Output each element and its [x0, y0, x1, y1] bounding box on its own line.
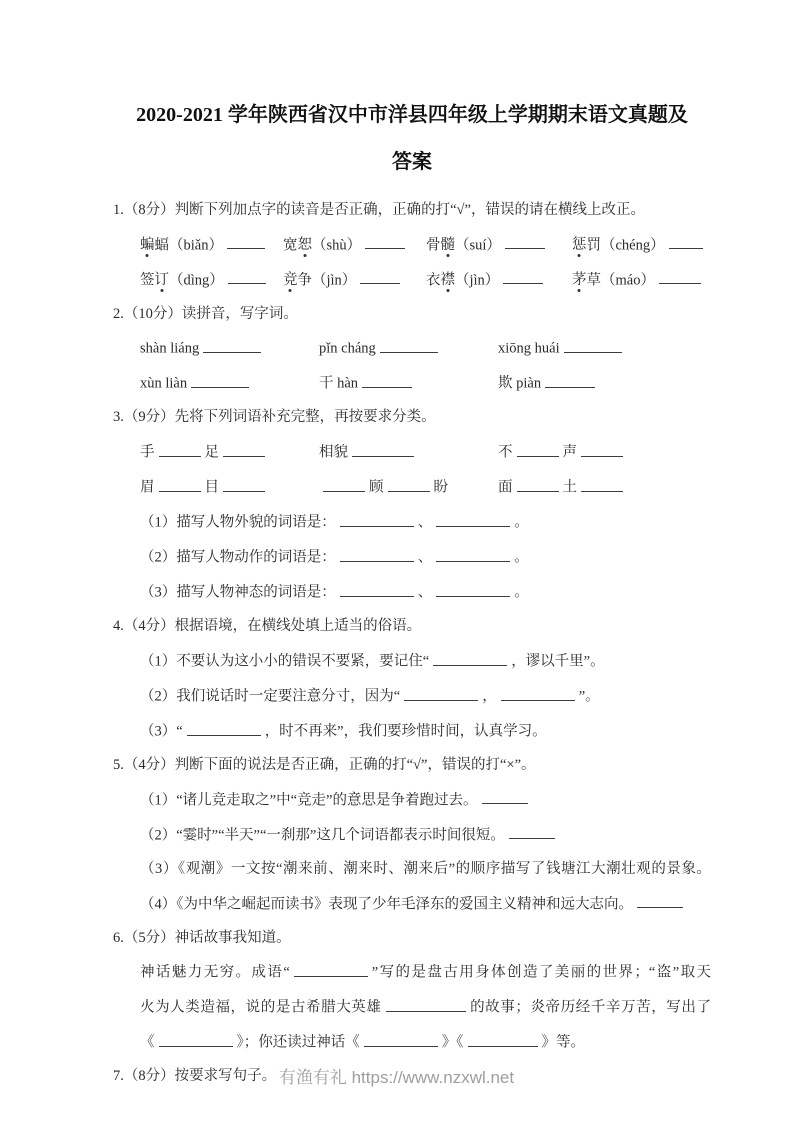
answer-blank — [517, 441, 559, 457]
dotted-char: 恕 — [297, 237, 312, 254]
text-run: ”写的是盘古用身体创造了美丽的世界；“盗”取天 — [371, 964, 711, 981]
text-run: （3）“ — [140, 723, 183, 740]
q1-words-row-1-cell-1 — [140, 234, 283, 256]
text-run: ，谬以千里”。 — [511, 653, 605, 670]
text-run: xùn liàn — [140, 375, 188, 392]
answer-blank — [223, 476, 265, 492]
dotted-char: 竞 — [283, 272, 298, 289]
text-run: 骨 — [426, 237, 441, 254]
text-run: （3）描写人物神态的词语是： — [140, 584, 336, 601]
text-run: （dìng） — [169, 272, 224, 289]
text-run: 火为人类造福，说的是古希腊大英雄 — [140, 999, 382, 1016]
text-run: （shù） — [312, 237, 362, 254]
q1-words-row-2-cell-2 — [283, 269, 426, 291]
q1-words-row-2 — [140, 269, 711, 291]
dotted-char: 茅 — [572, 272, 587, 289]
text-run: 6.（5分）神话故事我知道。 — [113, 929, 291, 946]
answer-blank — [386, 996, 466, 1012]
text-run: 的故事；炎帝历经千辛万苦，写出了 — [469, 999, 711, 1016]
answer-blank — [340, 546, 414, 562]
q1-words-row-2-cell-4 — [572, 269, 711, 291]
question-3-stem — [113, 407, 711, 428]
text-run: 蝠（biǎn） — [154, 237, 223, 254]
answer-blank — [352, 441, 414, 457]
q6-body-line-3 — [140, 1031, 711, 1053]
q1-words-row-1-cell-2 — [283, 234, 426, 256]
text-run: shàn liáng — [140, 340, 200, 357]
answer-blank — [159, 1031, 233, 1047]
text-run: （2）“霎时”“半天”“一刹那”这几个词语都表示时间很短。 — [140, 827, 505, 844]
text-run: 、 — [417, 584, 433, 601]
answer-blank — [517, 476, 559, 492]
q2-pinyin-row-2-cell-3 — [498, 372, 711, 394]
q5-sub-1 — [140, 789, 711, 811]
q3-idiom-row-1-cell-3 — [498, 441, 711, 463]
page-title: 2020-2021 学年陕西省汉中市洋县四年级上学期期末语文真题及答案 — [136, 104, 688, 173]
text-run: 草（máo） — [586, 272, 655, 289]
question-2-stem — [113, 304, 711, 325]
answer-blank — [365, 234, 405, 250]
q2-pinyin-row-1-cell-3 — [498, 337, 711, 359]
text-run: 神话魅力无穷。成语“ — [140, 964, 290, 981]
text-run: 、 — [417, 514, 433, 531]
answer-blank — [159, 441, 201, 457]
q3-idiom-row-2 — [140, 476, 711, 498]
answer-blank — [436, 581, 510, 597]
q1-words-row-1 — [140, 234, 711, 256]
text-run: 5.（4分）判断下面的说法是否正确，正确的打“√”，错误的打“×”。 — [113, 757, 536, 774]
answer-blank — [227, 234, 265, 250]
text-run: 3.（9分）先将下列词语补充完整，再按要求分类。 — [113, 409, 436, 426]
text-run: 》；你还读过神话《 — [236, 1034, 360, 1051]
dotted-char: 蝙 — [140, 237, 155, 254]
answer-blank — [404, 685, 478, 701]
q2-pinyin-row-2-cell-2 — [319, 372, 498, 394]
text-run: 。 — [514, 514, 529, 531]
answer-blank — [364, 1031, 438, 1047]
answer-blank — [505, 234, 545, 250]
q6-body-line-2 — [140, 996, 711, 1018]
text-run: 》《 — [441, 1034, 464, 1051]
answer-blank — [509, 824, 555, 840]
answer-blank — [340, 581, 414, 597]
question-6-stem — [113, 928, 711, 949]
text-run: （2）描写人物动作的词语是： — [140, 549, 336, 566]
answer-blank — [436, 511, 510, 527]
text-run: 《 — [140, 1034, 155, 1051]
text-run: 。 — [514, 584, 529, 601]
q3-idiom-row-2-cell-1 — [140, 476, 319, 498]
text-run: ”。 — [578, 688, 600, 705]
q3-sub-2 — [140, 546, 711, 568]
text-run: 面 — [498, 479, 513, 496]
text-run: xiōng huái — [498, 340, 560, 357]
q1-words-row-2-cell-1 — [140, 269, 283, 291]
document-body — [113, 200, 711, 1087]
dotted-char: 襟 — [440, 272, 455, 289]
answer-blank — [468, 1031, 538, 1047]
text-run: 。 — [514, 549, 529, 566]
q2-pinyin-row-2-cell-1 — [140, 372, 319, 394]
answer-blank — [159, 476, 201, 492]
q1-words-row-1-cell-4 — [572, 234, 711, 256]
text-run: （1）描写人物外貌的词语是： — [140, 514, 336, 531]
answer-blank — [380, 337, 438, 353]
answer-blank — [436, 546, 510, 562]
answer-blank — [294, 961, 368, 977]
text-run: （suí） — [455, 237, 501, 254]
q3-idiom-row-1-cell-1 — [140, 441, 319, 463]
answer-blank — [360, 269, 400, 285]
answer-blank — [669, 234, 703, 250]
text-run: 不 — [498, 444, 513, 461]
text-run: 眉 — [140, 479, 155, 496]
q1-words-row-1-cell-3 — [426, 234, 572, 256]
question-1-stem — [113, 200, 711, 221]
q2-pinyin-row-1-cell-2 — [319, 337, 498, 359]
text-run: 2.（10分）读拼音，写字词。 — [113, 305, 298, 322]
answer-blank — [581, 476, 623, 492]
text-run: （4）《为中华之崛起而读书》表现了少年毛泽东的爱国主义精神和远大志向。 — [140, 896, 633, 913]
text-run: （1）不要认为这小小的错误不要紧，要记住“ — [140, 653, 430, 670]
text-run: 盼 — [433, 479, 448, 496]
text-run: 干 hàn — [319, 375, 359, 392]
answer-blank — [545, 372, 595, 388]
text-run: 足 — [204, 444, 219, 461]
text-run: 土 — [562, 479, 577, 496]
q3-sub-1 — [140, 511, 711, 533]
answer-blank — [323, 476, 365, 492]
text-run: ， — [482, 688, 497, 705]
q4-sub-1 — [140, 650, 711, 672]
answer-blank — [482, 789, 528, 805]
text-run: 4.（4分）根据语境，在横线处填上适当的俗语。 — [113, 618, 422, 635]
text-run: 1.（8分）判断下列加点字的读音是否正确，正确的打“√”，错误的请在横线上改正。 — [113, 202, 645, 218]
q5-sub-2 — [140, 824, 711, 846]
answer-blank — [362, 372, 412, 388]
answer-blank — [503, 269, 543, 285]
answer-blank — [564, 337, 622, 353]
answer-blank — [388, 476, 430, 492]
text-run: 相貌 — [319, 444, 348, 461]
text-run: （1）“诸儿竞走取之”中“竞走”的意思是争着跑过去。 — [140, 792, 478, 809]
q3-idiom-row-1-cell-2 — [319, 441, 498, 463]
text-run: 、 — [417, 549, 433, 566]
text-run: （2）我们说话时一定要注意分寸，因为“ — [140, 688, 401, 705]
question-4-stem — [113, 616, 711, 637]
answer-blank — [581, 441, 623, 457]
text-run: pǐn cháng — [319, 340, 376, 357]
watermark-footer: 有渔有礼 https://www.nzxwl.net — [278, 1068, 515, 1087]
text-run: 宽 — [283, 237, 298, 254]
question-5-stem — [113, 755, 711, 776]
dotted-char: 惩 — [572, 237, 587, 254]
q1-words-row-2-cell-3 — [426, 269, 572, 291]
text-run: 》等。 — [541, 1034, 585, 1051]
answer-blank — [637, 893, 683, 909]
text-run: （3）《观潮》一文按“潮来前、潮来时、潮来后”的顺序描写了钱塘江大潮壮观的景象。 — [140, 860, 711, 877]
q4-sub-3 — [140, 720, 711, 742]
text-run: 目 — [204, 479, 219, 496]
q4-sub-2 — [140, 685, 711, 707]
text-run: 7.（8分）按要求写句子。 — [113, 1068, 277, 1085]
q5-sub-4 — [140, 893, 711, 915]
q3-idiom-row-1 — [140, 441, 711, 463]
q5-sub-3 — [140, 859, 711, 880]
q3-sub-3 — [140, 581, 711, 603]
text-run: （jìn） — [455, 272, 500, 289]
text-run: 手 — [140, 444, 155, 461]
q3-idiom-row-2-cell-3 — [498, 476, 711, 498]
dotted-char: 髓 — [440, 237, 455, 254]
answer-blank — [340, 511, 414, 527]
text-run: 声 — [562, 444, 577, 461]
q2-pinyin-row-1-cell-1 — [140, 337, 319, 359]
text-run: ，时不再来”，我们要珍惜时间，认真学习。 — [264, 723, 547, 740]
answer-blank — [228, 269, 266, 285]
q2-pinyin-row-2 — [140, 372, 711, 394]
text-run: 衣 — [426, 272, 441, 289]
text-run: 争（jìn） — [297, 272, 357, 289]
text-run: 罚（chéng） — [586, 237, 665, 254]
text-run: 顾 — [369, 479, 384, 496]
q2-pinyin-row-1 — [140, 337, 711, 359]
answer-blank — [191, 372, 249, 388]
answer-blank — [187, 720, 261, 736]
q6-body-line-1 — [140, 961, 711, 983]
q3-idiom-row-2-cell-2 — [319, 476, 498, 498]
dotted-char: 订 — [154, 272, 169, 289]
answer-blank — [659, 269, 701, 285]
text-run: 欺 piàn — [498, 375, 542, 392]
answer-blank — [501, 685, 575, 701]
text-run: 签 — [140, 272, 155, 289]
answer-blank — [433, 650, 507, 666]
answer-blank — [203, 337, 261, 353]
answer-blank — [223, 441, 265, 457]
